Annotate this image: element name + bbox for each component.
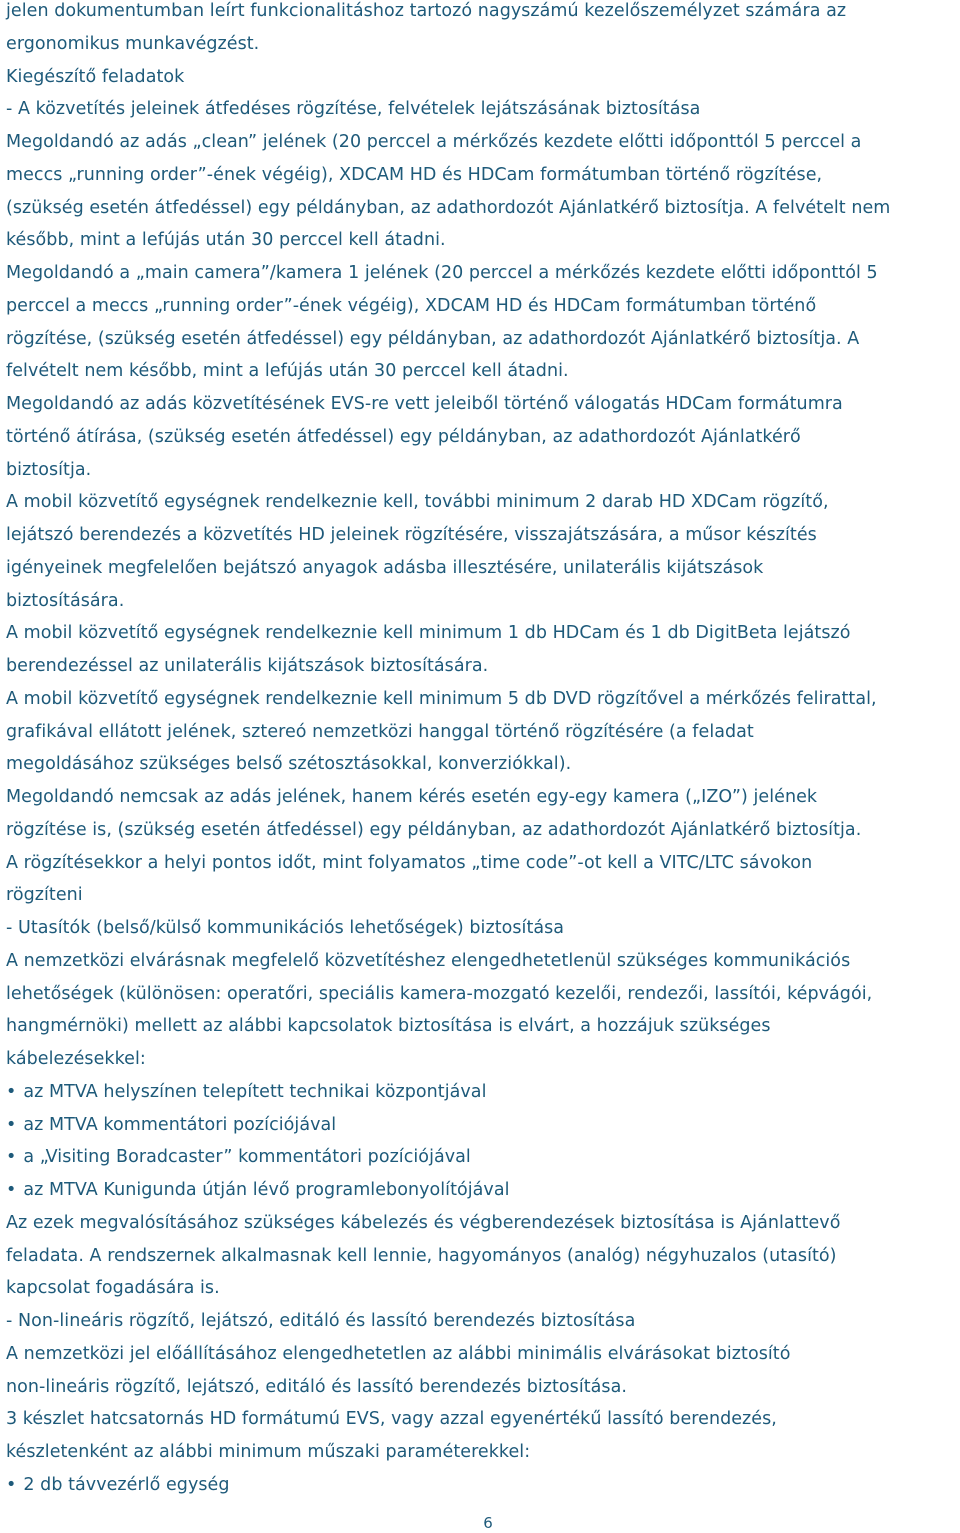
subsection-heading: - Utasítók (belső/külső kommunikációs lehetőségek) biztosítása [6,918,565,938]
text-line: Az ezek megvalósításához szükséges kábelezés és végberendezések biztosítása is Ajánlattevő [6,1212,841,1233]
text-line: A rögzítésekkor a helyi pontos időt, mint folyamatos „time code”-ot kell a VITC/LTC sávokon [6,852,813,873]
section-heading: Kiegészítő feladatok [6,66,185,87]
text-line: grafikával ellátott jelének, sztereó nemzetközi hanggal történő rögzítésére (a feladat [6,721,754,742]
text-line: A mobil közvetítő egységnek rendelkeznie kell, további minimum 2 darab HD XDCam rögzítő, [6,492,829,513]
text-line: A mobil közvetítő egységnek rendelkeznie kell minimum 5 db DVD rögzítővel a mérkőzés felirattal, [6,688,877,709]
text-line: Megoldandó nemcsak az adás jelének, hanem kérés esetén egy-egy kamera („IZO”) jelének [6,787,818,807]
text-line: 3 készlet hatcsatornás HD formátumú EVS, vagy azzal egyenértékű lassító berendezés, [6,1409,777,1430]
text-line: A nemzetközi elvárásnak megfelelő közvetítéshez elengedhetetlenül szükséges kommunikációs [6,950,851,971]
bullet-item: • az MTVA Kunigunda útján lévő programlebonyolítójával [6,1174,950,1207]
text-line: biztosítására. [6,590,125,611]
text-line: lehetőségek (különösen: operatőri, speciális kamera-mozgató kezelői, rendezői, lassítói, képvágói, [6,983,873,1004]
document-page [6,0,950,1502]
text-line: (szükség esetén átfedéssel) egy példányban, az adathordozót Ajánlatkérő biztosítja. A felvételt nem [6,197,891,218]
text-line: non-lineáris rögzítő, lejátszó, editáló és lassító berendezés biztosítása. [6,1376,627,1397]
text-line: perccel a meccs „running order”-ének végéig), XDCAM HD és HDCam formátumban történő [6,295,817,316]
bullet-item: • az MTVA helyszínen telepített technikai központjával [6,1076,950,1109]
bullet-item: • az MTVA kommentátori pozíciójával [6,1109,950,1142]
text-line: Megoldandó a „main camera”/kamera 1 jelének (20 perccel a mérkőzés kezdete előtti időponttól 5 [6,263,878,283]
text-line: rögzíteni [6,885,83,906]
text-line: berendezéssel az unilaterális kijátszások biztosítására. [6,656,489,676]
bullet-item: • 2 db távvezérlő egység [6,1469,950,1502]
text-line: kapcsolat fogadására is. [6,1278,220,1299]
text-line: igényeinek megfelelően bejátszó anyagok adásba illesztésére, unilaterális kijátszások [6,557,764,578]
subsection-heading: - A közvetítés jeleinek átfedéses rögzítése, felvételek lejátszásának biztosítása [6,99,701,120]
text-line: Megoldandó az adás „clean” jelének (20 perccel a mérkőzés kezdete előtti időponttól 5 perccel a [6,132,862,152]
subsection-heading: - Non-lineáris rögzítő, lejátszó, editáló és lassító berendezés biztosítása [6,1311,636,1331]
text-line: rögzítése, (szükség esetén átfedéssel) egy példányban, az adathordozót Ajánlatkérő biztosítja. A [6,328,860,349]
text-line: jelen dokumentumban leírt funkcionalitáshoz tartozó nagyszámú kezelőszemélyzet számára az [6,1,847,21]
text-line: feladata. A rendszernek alkalmasnak kell lennie, hagyományos (analóg) négyhuzalos (utasító) [6,1245,837,1266]
text-line: hangmérnöki) mellett az alábbi kapcsolatok biztosítása is elvárt, a hozzájuk szükséges [6,1016,771,1037]
text-line: A mobil közvetítő egységnek rendelkeznie kell minimum 1 db HDCam és 1 db DigitBeta lejátszó [6,623,851,644]
text-line: felvételt nem később, mint a lefújás után 30 perccel kell átadni. [6,361,569,382]
text-line: ergonomikus munkavégzést. [6,33,260,54]
text-line: biztosítja. [6,459,92,480]
text-line: meccs „running order”-ének végéig), XDCAM HD és HDCam formátumban történő rögzítése, [6,164,823,185]
text-line: később, mint a lefújás után 30 perccel kell átadni. [6,230,446,251]
page-number: 6 [483,1514,493,1532]
bullet-item: • a „Visiting Boradcaster” kommentátori pozíciójával [6,1141,950,1174]
text-line: megoldásához szükséges belső szétosztásokkal, konverziókkal). [6,754,572,775]
text-line: Megoldandó az adás közvetítésének EVS-re vett jeleiből történő válogatás HDCam formátumra [6,394,843,414]
text-line: kábelezésekkel: [6,1049,146,1069]
text-line: rögzítése is, (szükség esetén átfedéssel) egy példányban, az adathordozót Ajánlatkérő biztosítja. [6,819,862,840]
text-line: lejátszó berendezés a közvetítés HD jeleinek rögzítésére, visszajátszására, a műsor készítés [6,525,817,545]
text-line: készletenként az alábbi minimum műszaki paraméterekkel: [6,1442,531,1462]
text-line: történő átírása, (szükség esetén átfedéssel) egy példányban, az adathordozót Ajánlatkérő [6,426,801,447]
text-line: A nemzetközi jel előállításához elengedhetetlen az alábbi minimális elvárásokat biztosító [6,1343,791,1364]
